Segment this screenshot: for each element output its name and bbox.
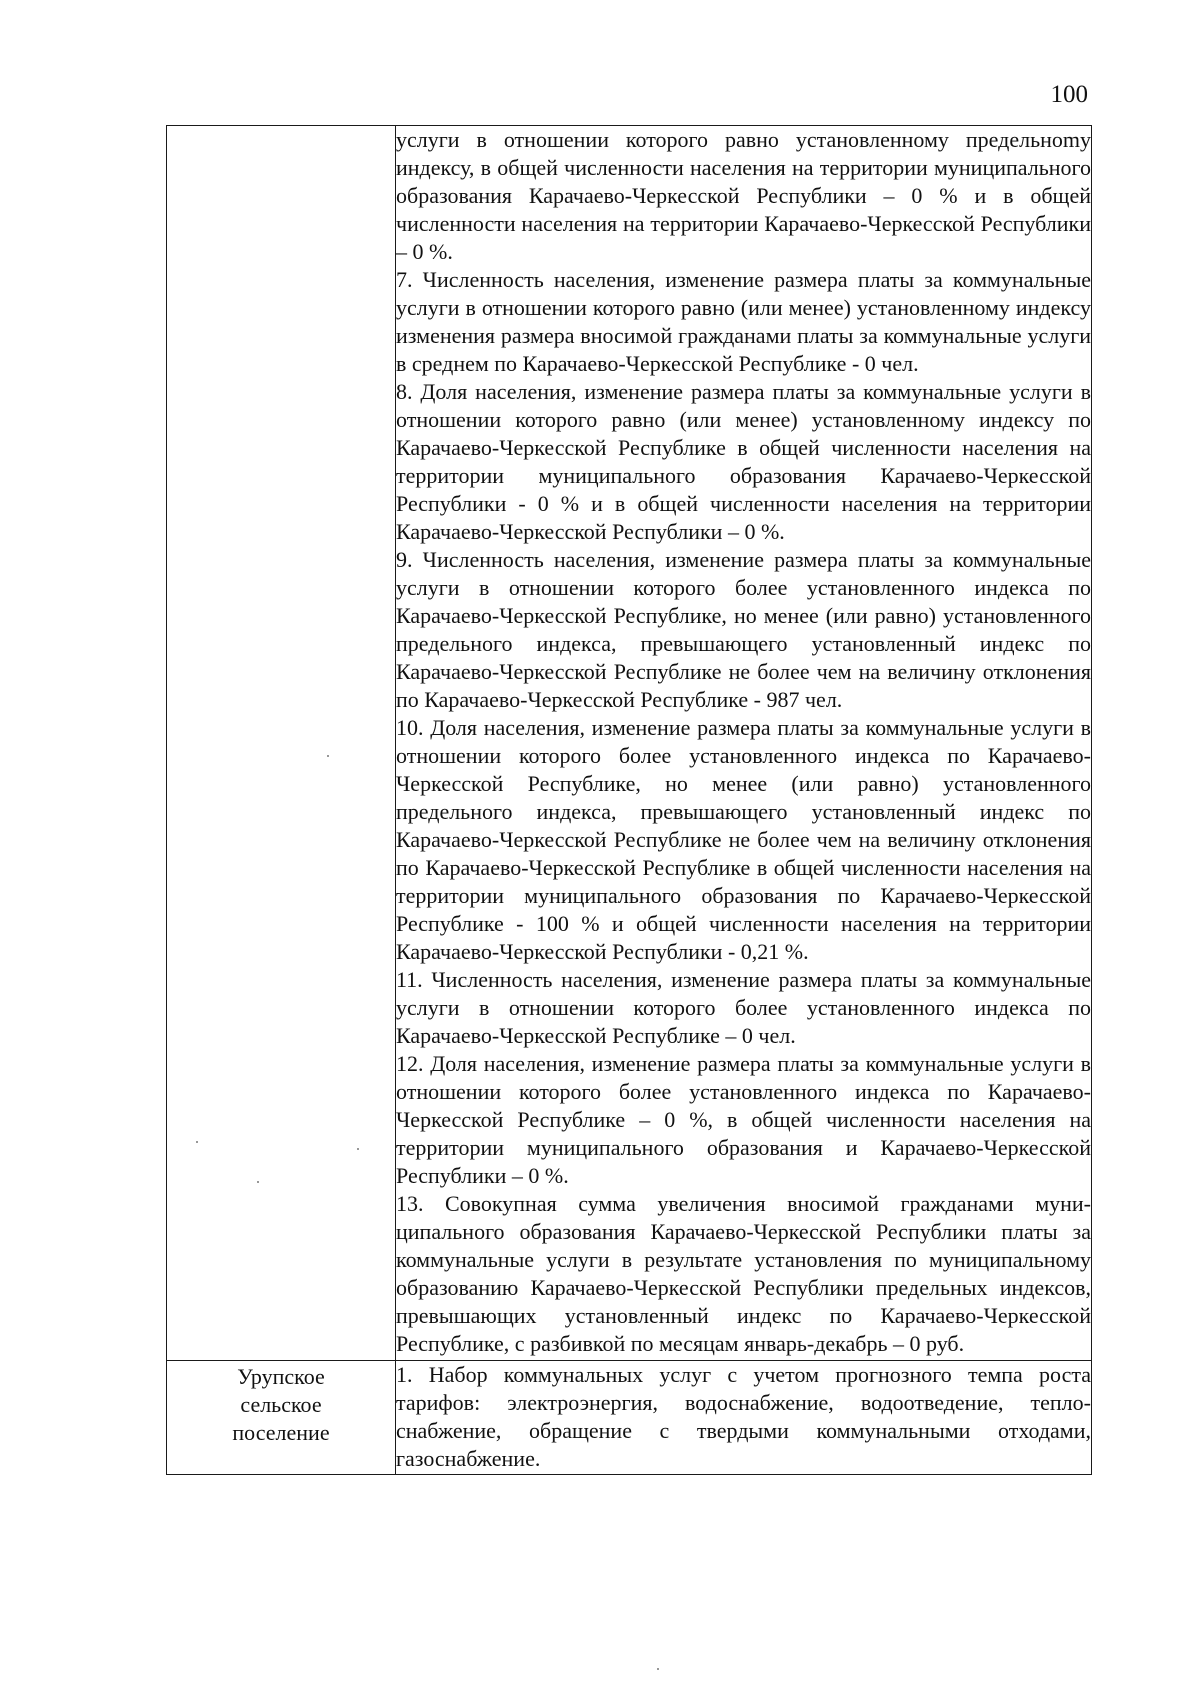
municipality-cell bbox=[167, 1361, 396, 1475]
indicator-paragraph: 13. Совокупная сумма увеличения вносимой гражданами муниципального образования Карачаево-Черкесской Республики платы за коммунальные услуги в результате установления по муниципальному образованию Карачаево-Черкесской Республики предельных индексов, превышающих установленный индекс по Карачаево-Черкесской Республике, с разбивкой по месяцам январь-декабрь – 0 руб. bbox=[396, 1191, 1091, 1356]
indicator-paragraph: 1. Набор коммунальных услуг с учетом прогнозного темпа роста тарифов: электроэнергия, водоснабжение, водоотведение, теплоснабжение, обращение с твердыми коммунальными отходами, газоснабжение. bbox=[396, 1362, 1091, 1471]
scan-speck bbox=[257, 1181, 259, 1183]
municipality-name-line: поселение bbox=[232, 1420, 330, 1445]
indicator-paragraph: 12. Доля населения, изменение размера платы за коммунальные услуги в отношении которого более установленного индекса по Карачаево-Черкесской Республике – 0 %, в общей численности населения на территории муниципального образования и Карачаево-Черкесской Республики – 0 %. bbox=[396, 1051, 1091, 1188]
indicator-paragraph: 8. Доля населения, изменение размера платы за коммунальные услуги в отношении которого равно (или менее) установленному индексу по Карачаево-Черкесской Республике в общей численности населения на территории муниципального образования Карачаево-Черкесской Республики - 0 % и в общей численности населения на территории Карачаево-Черкесской Республики – 0 %. bbox=[396, 379, 1091, 544]
indicator-paragraph: услуги в отношении которого равно установленному предельноmy индексу, в общей численности населения на территории муниципального образования Карачаево-Черкесской Республики – 0 % и в общей численности населения на территории Карачаево-Черкесской Республики – 0 %. bbox=[396, 127, 1091, 264]
indicators-cell bbox=[396, 1361, 1092, 1475]
indicators-cell bbox=[396, 126, 1092, 1361]
scan-speck bbox=[657, 1668, 659, 1670]
table-row bbox=[167, 126, 1092, 1361]
scan-speck bbox=[357, 1148, 359, 1150]
municipality-cell bbox=[167, 126, 396, 1361]
scan-speck bbox=[327, 755, 329, 757]
municipality-name-line: сельское bbox=[240, 1392, 322, 1417]
indicators-table bbox=[166, 125, 1092, 1475]
municipality-name-line: Урупское bbox=[237, 1364, 325, 1389]
page-number: 100 bbox=[1050, 81, 1088, 108]
scan-speck bbox=[196, 1141, 198, 1143]
indicator-paragraph: 9. Численность населения, изменение размера платы за коммунальные услуги в отношении которого более установленного индекса по Карачаево-Черкесской Республике, но менее (или равно) установленного предельного индекса, превышающего установленный индекс по Карачаево-Черкесской Республике не более чем на величину отклонения по Карачаево-Черкесской Республике - 987 чел. bbox=[396, 547, 1091, 712]
indicator-paragraph: 11. Численность населения, изменение размера платы за коммунальные услуги в отношении которого более установленного индекса по Карачаево-Черкесской Республике – 0 чел. bbox=[396, 967, 1091, 1048]
table-row bbox=[167, 1361, 1092, 1475]
indicator-paragraph: 7. Численность населения, изменение размера платы за коммунальные услуги в отношении которого равно (или менее) установленному индексу изменения размера вносимой гражданами платы за коммунальные услуги в среднем по Карачаево-Черкесской Республике - 0 чел. bbox=[396, 267, 1091, 376]
indicator-paragraph: 10. Доля населения, изменение размера платы за коммунальные услуги в отношении которого более установленного индекса по Карачаево-Черкесской Республике, но менее (или равно) установленного предельного индекса, превышающего установленный индекс по Карачаево-Черкесской Республике не более чем на величину отклонения по Карачаево-Черкесской Республике в общей численности населения на территории муниципального образования по Карачаево-Черкесской Республике - 100 % и общей численности населения на территории Карачаево-Черкесской Республики - 0,21 %. bbox=[396, 715, 1091, 964]
